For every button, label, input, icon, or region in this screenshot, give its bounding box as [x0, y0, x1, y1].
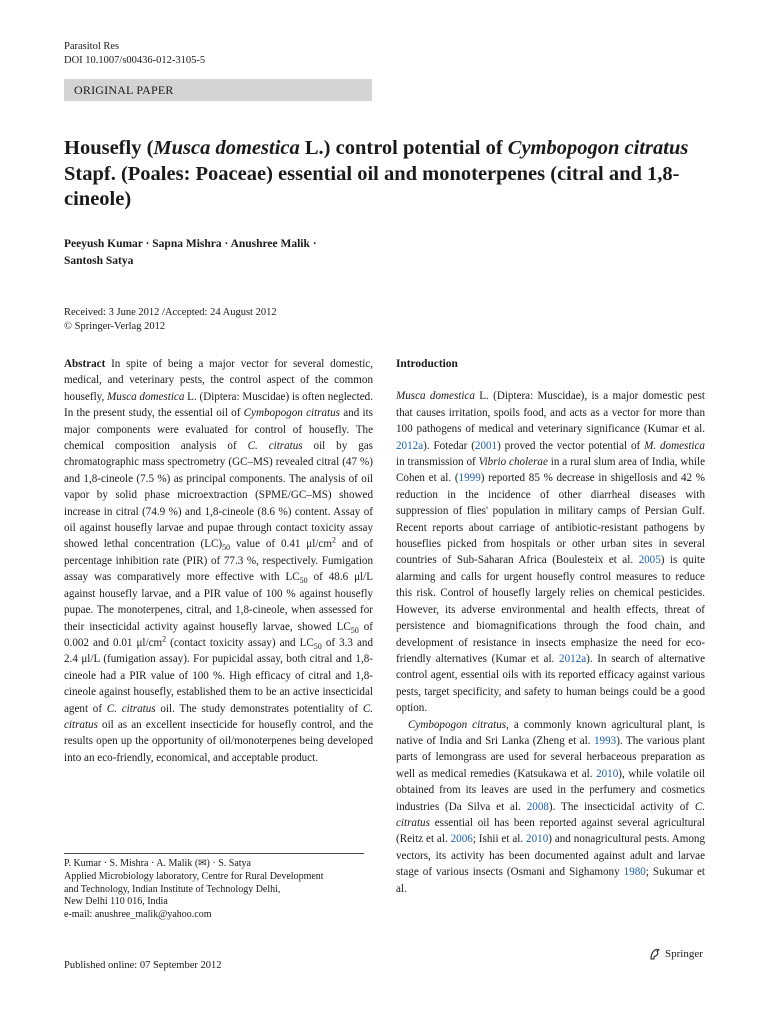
citation-link[interactable]: 1980 [623, 866, 646, 879]
citation-link[interactable]: 2010 [526, 833, 549, 846]
citation-link[interactable]: 2012a [396, 439, 424, 452]
citation-link[interactable]: 2008 [526, 800, 549, 813]
springer-horse-icon [648, 947, 662, 961]
intro-paragraph-1: Musca domestica L. (Diptera: Muscidae), is a major domestic pest that causes irritation, spoils food, and acts as a vector for more than 100 pathogens of medical and veterinary significance (Kumar et al. 2012a). Fotedar (2001) proved the vector potential of M. domestica in transmission of Vibrio cholerae in a rural slum area of India, while Cohen et al. (1999) reported 85 % decrease in shigellosis and 42 % reduction in the incidence of other diarrheal diseases with suppression of flies' population in military camps of Persian Gulf. Recent reports about carriage of antibiotic-resistant pathogens by houseflies picked from hospitals or other urban sites in several countries of Sub-Saharan Africa (Boulesteix et al. 2005) is quite alarming and calls for urgent housefly control measures to reduce this risk. Control of housefly largely relies on chemical pesticides. However, its adverse environmental and health effects, threat of persistence and biomagnifications through the food chain, and development of resistance in insects emphasize the need for eco-friendly alternatives (Kumar et al. 2012a). In search of alternative control agent, essential oils with its reported efficacy against various pests, target specificity, and safety to human beings could be a good option. [396, 390, 706, 715]
citation-link[interactable]: 2012a [559, 652, 587, 665]
abstract-label: Abstract [64, 358, 106, 370]
authors-line-2: Santosh Satya [64, 254, 134, 267]
citation-link[interactable]: 2006 [450, 833, 473, 846]
article-type: ORIGINAL PAPER [74, 83, 174, 97]
paper-title: Housefly (Musca domestica L.) control potential of Cymbopogon citratus Stapf. (Poales: Poaceae) essential oil and monoterpenes (citral and 1,8-cineole) [64, 137, 689, 210]
citation-link[interactable]: 2010 [596, 767, 619, 780]
affiliation [64, 853, 364, 922]
publisher-name: Springer [665, 948, 703, 960]
authors-line-1: Peeyush Kumar · Sapna Mishra · Anushree Malik · [64, 238, 317, 250]
springer-logo [648, 947, 703, 961]
affiliation-authors: P. Kumar · S. Mishra · A. Malik (✉) · S. Satya [64, 858, 251, 869]
affiliation-institute: and Technology, Indian Institute of Technology Delhi, [64, 883, 281, 895]
citation-link[interactable]: 2001 [474, 439, 498, 452]
citation-link[interactable]: 2005 [638, 554, 661, 567]
authors [64, 236, 394, 269]
journal-name: Parasitol Res [64, 41, 120, 52]
affiliation-lab: Applied Microbiology laboratory, Centre for Rural Development [64, 870, 324, 882]
abstract-text: Abstract In spite of being a major vector for several domestic, medical, and veterinary pests, the control aspect of the common housefly, Musca domestica L. (Diptera: Muscidae) is often neglected. In the present study, the essential oil of Cymbopogon citratus and its major components were evaluated for control of housefly. The chemical composition analysis of C. citratus oil by gas chromatographic mass spectrometry (GC–MS) revealed citral (47 %) and 1,8-cineole (7.5 %) as principal components. The analysis of oil vapor by solid phase microextraction (SPME/GC–MS) showed increase in citral (74.9 %) and 1,8-cineole (8.6 %) content. Assay of oil against housefly larvae and pupae through contact toxicity assay showed lethal concentration $(LC)_{50}$ value of 0.41 $\mu l/cm^2$ and of percentage inhibition rate (PIR) of 77.3 %, respectively. Fumigation assay was comparatively more effective with $LC_{50}$ of 48.6 μl/L against housefly larvae, and a PIR value of 100 % against housefly pupae. The monoterpenes, citral, and 1,8-cineole, when assessed for their insecticidal activity against housefly larvae, showed $LC_{50}$ of 0.002 and 0.01 $\mu l/cm^2$ (contact toxicity assay) and $LC_{50}$ of 3.3 and 2.4 μl/L (fumigation assay). For pupicidal assay, both citral and 1,8-cineole had a PIR value of 100 %. High efficacy of citral and 1,8-cineole against housefly, established them to be an active insecticidal agent of C. citratus oil. The study demonstrates potentiality of C. citratus oil as an excellent insecticide for housefly control, and the results open up the opportunity of oil/monoterpenes being developed into an eco-friendly, economical, and acceptable product. [64, 358, 373, 764]
affiliation-city: New Delhi 110 016, India [64, 896, 168, 908]
introduction [396, 356, 705, 897]
introduction-heading: Introduction [396, 358, 458, 370]
published-date: Published online: 07 September 2012 [64, 960, 222, 971]
article-type-banner [64, 79, 372, 101]
citation-link[interactable]: 1999 [458, 472, 481, 485]
dates [64, 306, 277, 333]
received-date: Received: 3 June 2012 /Accepted: 24 August 2012 [64, 307, 277, 318]
affiliation-email[interactable]: e-mail: anushree_malik@yahoo.com [64, 909, 212, 921]
citation-link[interactable]: 1993 [594, 734, 617, 747]
copyright: © Springer-Verlag 2012 [64, 320, 166, 332]
intro-paragraph-2: Cymbopogon citratus, a commonly known agricultural plant, is native of India and Sri Lanka (Zheng et al. 1993). The various plant parts of lemongrass are used for several herbaceous preparation as well as medical remedies (Katsukawa et al. 2010), while volatile oil obtained from its leaves are used in the perfumery and cosmetics industries (Da Silva et al. 2008). The insecticidal activity of C. citratus essential oil has been reported against several agricultural (Reitz et al. 2006; Ishii et al. 2010) and nonagricultural pests. Among vectors, its activity has been documented against adult and larvae stage of various insects (Osmani and Sighamony 1980; Sukumar et al. [396, 718, 705, 895]
abstract [64, 356, 373, 766]
doi: DOI 10.1007/s00436-012-3105-5 [64, 55, 206, 66]
journal-header [64, 40, 205, 68]
